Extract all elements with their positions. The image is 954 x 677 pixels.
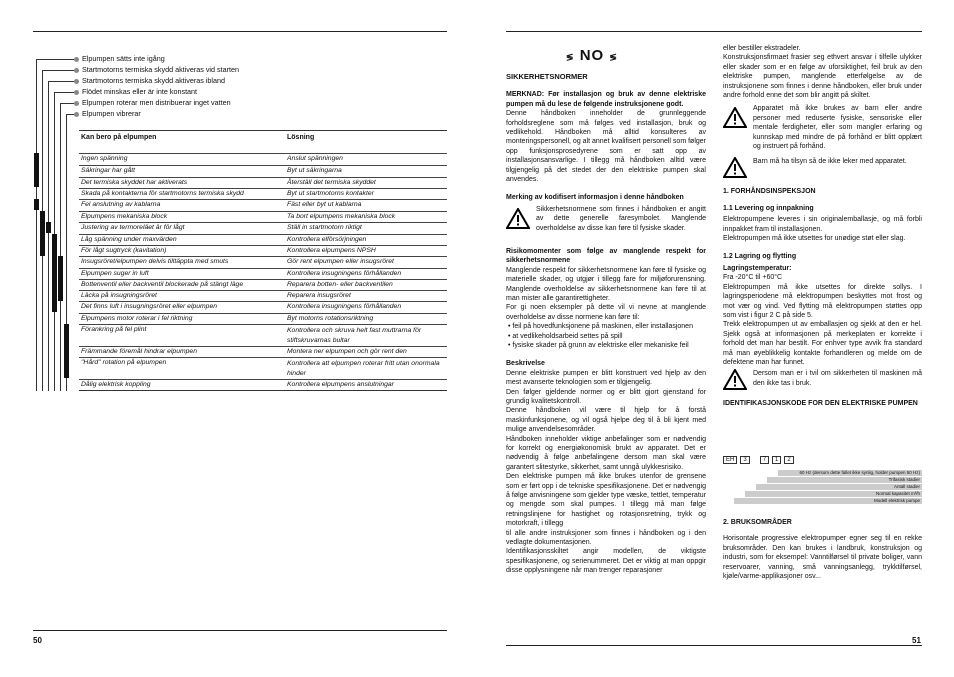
description-paragraph: Identifikasjonsskiltet angir modellen, de viktigste spesifikasjonene, og serienummeret. Det er viktig at man oppgir disse opplysningene når man trenger reparasjoner <box>506 548 706 575</box>
table-row: Bottenventil eller backventil blockerade på stängt läge Reparera botten- eller backventilen <box>79 279 447 291</box>
table-row: Det finns luft i insugningsröret eller elpumpen Kontrollera insugningens förhållanden <box>79 301 447 313</box>
right-column-2-bottom <box>723 518 922 581</box>
id-code-label: Antall stadier <box>756 484 922 490</box>
matrix-marker <box>58 256 63 301</box>
table-row: Dålig elektrisk koppling Kontrollera elpumpens anslutningar <box>79 379 447 391</box>
right-column-2 <box>723 44 922 409</box>
warning-icon <box>723 369 747 390</box>
legend-connector <box>60 103 61 391</box>
section-1-1-text: Elektropumpen må ikke utsettes for unødige støt eller slag. <box>723 235 906 243</box>
heading-safety: SIKKERHETSNORMER <box>506 72 588 81</box>
id-code-label: Modell elektrisk pumpe <box>734 498 922 504</box>
example-item: • feil på hovedfunksjonene på maskinen, eller installasjonen <box>508 323 693 331</box>
table-row: Läcka på insugningsröret Reparera insugsröret <box>79 290 447 302</box>
left-top-rule <box>33 31 447 32</box>
right-top-rule <box>506 31 922 32</box>
description-paragraph: Den følger gjeldende normer og er blitt gjort gjenstand for grundig kvalitetskontroll. <box>506 388 706 405</box>
table-row: Ingen spänning Anslut spänningen <box>79 153 447 165</box>
storage-temp-label: Lagringstemperatur: <box>723 264 792 272</box>
example-item: • at vedlikeholdsarbeid settes på spill <box>508 332 623 340</box>
children-warning-block <box>723 104 922 151</box>
fault-warning-block <box>723 369 922 391</box>
legend-connector <box>48 81 49 391</box>
examples-intro: For gi noen eksempler på dette vil vi nevne at manglende overholdelse av disse normene kan føre til: <box>506 304 706 321</box>
section-1-2-heading: 1.2 Lagring og flytting <box>723 252 797 260</box>
description-paragraph: til alle andre instruksjoner som finnes i håndboken og i den vedlagte dokumentasjonen. <box>506 529 706 547</box>
header-solution: Lösning <box>287 134 315 141</box>
legend-dot <box>74 112 79 117</box>
marking-warning-text: Sikkerhetsnormene som finnes i håndboken er angitt av dette generelle faresymbolet. Manglende overholdelse av disse kan føre til fysiske skader. <box>536 205 706 232</box>
matrix-marker <box>34 153 39 187</box>
matrix-marker <box>52 245 57 312</box>
legend-dot <box>74 79 79 84</box>
id-code-label: Normal kapasitet m³/h <box>745 491 922 497</box>
note-paragraph: MERKNAD: Før installasjon og bruk av denne elektriske pumpen må du lese de følgende instruksjonene godt. <box>506 91 706 108</box>
table-top-rule <box>79 130 447 131</box>
symptom-item: Startmotorns termiska skydd aktiveras ibland <box>82 76 226 85</box>
header-cause: Kan bero på elpumpen <box>81 134 157 141</box>
table-row: Fel anslutning av kablarna Fäst eller byt ut kablarna <box>79 199 447 211</box>
supervise-warning-text: Barn må ha tilsyn så de ikke leker med apparatet. <box>753 158 907 166</box>
description-paragraph: Håndboken inneholder viktige anbefalinger som er nødvendig for korrekt og energiøkonomisk brukt av apparatet. Det er nødvendig å følge anbefalingene dersom man skal være garantert slitestyrke, sikkerhet, samt unngå ulykkesrisiko. <box>506 435 706 471</box>
section-1-1-text: Elektropumpene leveres i sin originalemballasje, og må forbli innpakket fram til installasjonen. <box>723 216 922 233</box>
section-1-heading: 1. FORHÅNDSINSPEKSJON <box>723 188 816 196</box>
fault-warning-text: Dersom man er i tvil om sikkerheten til maskinen må den ikke tas i bruk. <box>753 370 922 387</box>
warning-icon <box>506 208 530 229</box>
description-heading: Beskrivelse <box>506 360 545 368</box>
symptom-item: Elpumpen roterar men distribuerar inget vatten <box>82 98 231 107</box>
table-row: Justering av termoreläet är för lågt Ställ in startmotorn riktigt <box>79 222 447 234</box>
table-row: Låg spänning under maxvärden Kontrollera elförsörjningen <box>79 234 447 246</box>
left-bottom-rule <box>33 630 447 631</box>
section-1-1-heading: 1.1 Levering og innpakning <box>723 204 814 212</box>
matrix-marker <box>52 234 57 245</box>
legend-connector <box>60 103 74 104</box>
legend-dot <box>74 101 79 106</box>
marking-warning-block <box>506 205 706 243</box>
language-code: ≶ NO ≶ <box>566 47 618 64</box>
id-code-segments: EH 3 7 1 2 <box>723 456 794 464</box>
legend-dot <box>74 68 79 73</box>
risk-heading: Risikomomenter som følge av manglende respekt for sikkerhetsnormene <box>506 247 706 265</box>
legend-dot <box>74 57 79 62</box>
section-2-heading: 2. BRUKSOMRÅDER <box>723 519 792 526</box>
intro-paragraph: Denne håndboken inneholder de grunnleggende forholdsreglene som må følges ved installasjon, bruk og vedlikehold. Håndboken må alltid konsulteres av monteringspersonell, og alt annet kvalifisert personell som følger opp funksjonsprosedyrene som er satt opp av installasjonsansvarlige. I tillegg må håndboken alltid være tilgjengelig på det stedet der den elektriske pumpen skal anvendes. <box>506 110 706 184</box>
children-warning-text: Apparatet må ikke brukes av barn eller andre personer med reduserte fysiske, sensoriske eller mentale ferdigheter, eller som mangler erfaring og kunnskap med mindre de på forhånd er blitt opplært og instruert på forhånd. <box>753 105 922 151</box>
legend-connector <box>48 81 74 82</box>
table-row: Förankring på fel plint Kontrollera och skruva helt fast muttrarna för stiftskruvarnas bultar <box>79 324 447 346</box>
left-page-number: 50 <box>33 636 42 645</box>
table-row: Elpumpen suger in luft Kontrollera insugningens förhållanden <box>79 268 447 280</box>
matrix-marker <box>34 199 39 210</box>
liability-paragraph: Konstruksjonsfirmaet frasier seg ethvert ansvar i tilfelle ulykker eller skader som er en følge av uforsiktighet, feil bruk av den elektriske pumpen, manglende etterfølgelse av de instruksjonene som finnes i denne håndboken, eller bruk under andre forhold enne det som blir angitt på skiltet. <box>723 54 922 100</box>
matrix-marker <box>64 324 69 378</box>
symptom-item: Elpumpen sätts inte igång <box>82 54 165 63</box>
example-item: • fysiske skader på grunn av elektriske eller mekaniske feil <box>508 341 689 349</box>
table-bottom-rule <box>79 390 447 391</box>
legend-connector <box>42 70 74 71</box>
legend-connector <box>36 59 74 60</box>
storage-temp-value: Fra -20°C til +60°C <box>723 274 783 282</box>
id-code-heading: IDENTIFIKASJONSKODE FOR DEN ELEKTRISKE PUMPEN <box>723 400 918 408</box>
squiggle-icon: ≶ <box>609 52 618 62</box>
marking-heading: Merking av kodifisert informasjon i denne håndboken <box>506 194 684 202</box>
right-page-number: 51 <box>912 636 921 645</box>
table-row: "Hård" rotation på elpumpen Kontrollera att elpumpen roterar fritt utan onormala hinder <box>79 357 447 379</box>
matrix-marker <box>40 211 45 256</box>
warning-icon <box>723 107 747 128</box>
legend-connector <box>54 92 74 93</box>
id-code-label: Trifasisk stadier <box>767 477 922 483</box>
table-row: Säkringar har gått Byt ut säkringarna <box>79 165 447 177</box>
section-1-2-text: Trekk elektropumpen ut av emballasjen og sjekk at den er hel. Sjekk også at informasjonen på merkeplaten er korrekte i forhold det man har bestilt. For enhver type avvik fra standard må man øyeblikkelig kontakte forhandleren og melde om de defektene man har funnet. <box>723 321 922 366</box>
squiggle-icon: ≶ <box>566 52 575 62</box>
table-row: Insugsröret/elpumpen delvis tilltäppta med smuts Gör rent elpumpen eller insugsröret <box>79 256 447 268</box>
id-code-diagram <box>723 456 922 510</box>
description-paragraph: Denne elektriske pumpen er blitt konstruert ved hjelp av den mest avanserte teknologien som er tilgjengelig. <box>506 369 706 387</box>
col2-top-text: eller bestiller ekstradeler. <box>723 45 801 52</box>
risk-text: Manglende respekt for sikkerhetsnormene kan føre til fysiske og materielle skader, og utgjør i tillegg fare for miljøforurensning. Manglende overholdelse av sikkerhetsnormene kan føre til at man mister alle garantirettigheter. <box>506 266 706 302</box>
warning-icon <box>723 157 747 178</box>
id-code-label: 60 Hz (dersom dette fallet ikke synlig, holder pumpen 50 Hz) <box>778 470 922 476</box>
section-1-2-text: Elektropumpen må ikke utsettes for direkte sollys. I lagringsperiodene må elektropumpen beskyttes mot frost og mot vær og vind. Ved flytting må elektropumpen støttes opp som vist i figur 2 C på side 5. <box>723 283 922 319</box>
legend-connector <box>66 114 74 115</box>
table-row: Det termiska skyddet har aktiverats Återställ det termiska skyddet <box>79 177 447 189</box>
matrix-marker <box>46 222 51 233</box>
legend-dot <box>74 90 79 95</box>
description-paragraph: Den elektriske pumpen må ikke brukes utenfor de grensene som er ført opp i de tekniske spesifikasjonene. Det er nødvengig å følge anvisningene som gjelder type væske, tettlet, temperatur og mengde som skal pumpes. I tillegg må man følge retningslinjene for hastighet og rotasjonsretning, trykk og motorkraft, i tillegg <box>506 473 706 528</box>
right-column-1 <box>506 72 706 576</box>
table-row: Elpumpens mekaniska block Ta bort elpumpens mekaniska block <box>79 211 447 223</box>
symptom-item: Flödet minskas eller är inte konstant <box>82 87 198 96</box>
symptom-item: Startmotorns termiska skydd aktiveras vid starten <box>82 65 239 74</box>
section-2-text: Horisontale progressive elektropumper egner seg til en rekke bruksområder. Den kan brukes i landbruk, konstruksjon og industri, som for eksempel: Vanntilførsel til private boliger, vann reservoarer, vanning, små vanningsanlegg, trykktilførsel, kjøle/varme-applikasjoner osv... <box>723 535 922 581</box>
table-row: Främmande föremål hindrar elpumpen Montera ner elpumpen och gör rent den <box>79 346 447 357</box>
right-bottom-rule <box>506 645 922 646</box>
table-row: Skada på kontakterna för startmotorns termiska skydd Byt ut startmotorns kontakter <box>79 188 447 200</box>
description-paragraph: Denne håndboken vil være til hjelp for å forstå maskinfunksjonene, og vil også hjelpe deg til å bli kjent med mulige anvendelsesområder. <box>506 407 706 434</box>
table-row: För lågt sugtryck (kavitation) Kontrollera elpumpens NPSH <box>79 245 447 257</box>
legend-connector <box>36 59 37 391</box>
supervise-warning-block <box>723 157 922 179</box>
symptom-item: Elpumpen vibrerar <box>82 109 141 118</box>
table-row: Elpumpens motor roterar i fel riktning Byt motorns rotationsriktning <box>79 313 447 325</box>
